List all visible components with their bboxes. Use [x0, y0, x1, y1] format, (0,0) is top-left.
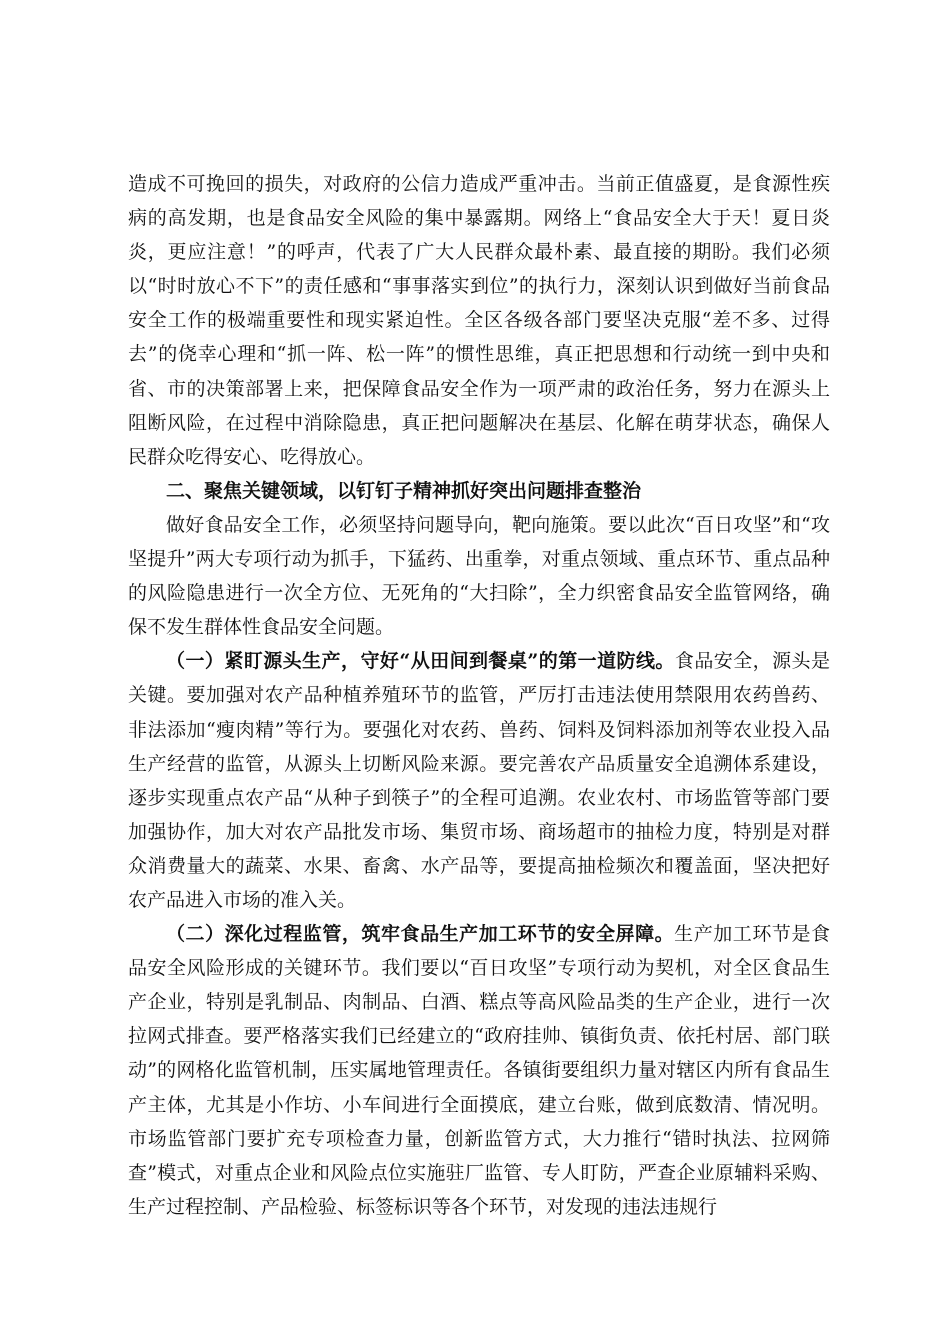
subsection-2-lead: （二）深化过程监管，筑牢食品生产加工环节的安全屏障。 [166, 923, 675, 946]
section-heading: 二、聚焦关键领域，以钉钉子精神抓好突出问题排查整治 [166, 479, 642, 502]
paragraph-subsection-2 [128, 917, 830, 1224]
subsection-2-body: 生产加工环节是食品安全风险形成的关键环节。我们要以“百日攻坚”专项行动为契机，对全区食品生产企业，特别是乳制品、肉制品、白酒、糕点等高风险品类的生产企业，进行一次拉网式排查。要严格落实我们已经建立的“政府挂帅、镇街负责、依托村居、部门联动”的网格化监管机制，压实属地管理责任。各镇街要组织力量对辖区内所有食品生产主体，尤其是小作坊、小车间进行全面摸底，建立台账，做到底数清、情况明。市场监管部门要扩充专项检查力量，创新监管方式，大力推行“错时执法、拉网筛查”模式，对重点企业和风险点位实施驻厂监管、专人盯防，严查企业原辅料采购、生产过程控制、产品检验、标签标识等各个环节，对发现的违法违规行 [128, 923, 830, 1218]
subsection-1-lead: （一）紧盯源头生产，守好“从田间到餐桌”的第一道防线。 [166, 650, 675, 673]
paragraph-continuation: 造成不可挽回的损失，对政府的公信力造成严重冲击。当前正值盛夏，是食源性疾病的高发期，也是食品安全风险的集中暴露期。网络上“食品安全大于天！夏日炎炎，更应注意！”的呼声，代表了广大人民群众最朴素、最直接的期盼。我们必须以“时时放心不下”的责任感和“事事落实到位”的执行力，深刻认识到做好当前食品安全工作的极端重要性和现实紧迫性。全区各级各部门要坚决克服“差不多、过得去”的侥幸心理和“抓一阵、松一阵”的惯性思维，真正把思想和行动统一到中央和省、市的决策部署上来，把保障食品安全作为一项严肃的政治任务，努力在源头上阻断风险，在过程中消除隐患，真正把问题解决在基层、化解在萌芽状态，确保人民群众吃得安心、吃得放心。 [128, 173, 830, 468]
subsection-1-body: 食品安全，源头是关键。要加强对农产品种植养殖环节的监管，严厉打击违法使用禁限用农药兽药、非法添加“瘦肉精”等行为。要强化对农药、兽药、饲料及饲料添加剂等农业投入品生产经营的监管，从源头上切断风险来源。要完善农产品质量安全追溯体系建设，逐步实现重点农产品“从种子到筷子”的全程可追溯。农业农村、市场监管等部门要加强协作，加大对农产品批发市场、集贸市场、商场超市的抽检力度，特别是对群众消费量大的蔬菜、水果、畜禽、水产品等，要提高抽检频次和覆盖面，坚决把好农产品进入市场的准入关。 [128, 650, 830, 911]
paragraph-subsection-1 [128, 644, 830, 917]
document-body [128, 167, 830, 1224]
paragraph-intro: 做好食品安全工作，必须坚持问题导向，靶向施策。要以此次“百日攻坚”和“攻坚提升”两大专项行动为抓手，下猛药、出重拳，对重点领域、重点环节、重点品种的风险隐患进行一次全方位、无死角的“大扫除”，全力织密食品安全监管网络，确保不发生群体性食品安全问题。 [128, 513, 830, 639]
